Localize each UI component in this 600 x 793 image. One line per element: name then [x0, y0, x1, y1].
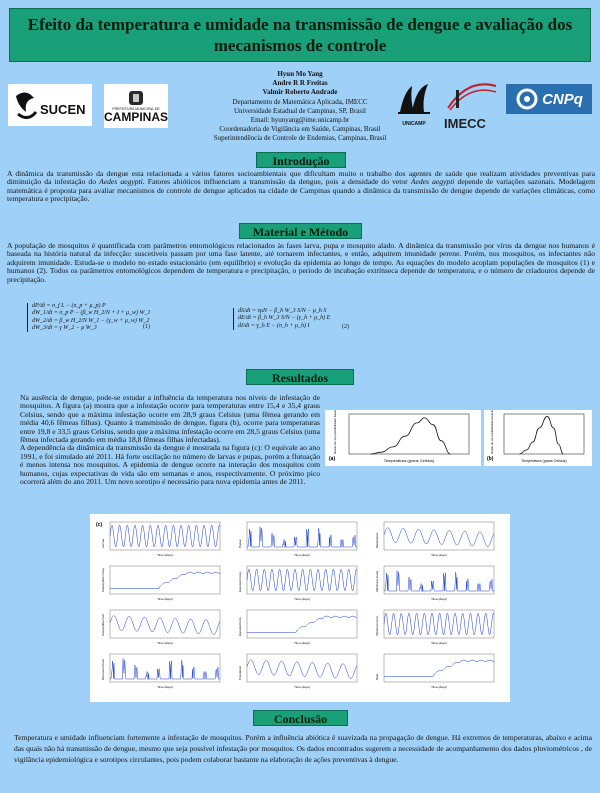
figure-a-panel: [325, 410, 481, 466]
imecc-logo-graphic: [444, 82, 500, 112]
equation-line: dW_3/dt = γ W_2 − μ W_3: [32, 324, 97, 331]
equation-system-2: [233, 308, 383, 330]
subplot-xlabel: Time (days): [431, 685, 447, 689]
results-heading-text: Resultados: [271, 371, 328, 385]
figure-b-curve: [519, 416, 563, 454]
figure-c-label: (c): [96, 522, 103, 528]
author-name: Hyun Mo Yang: [277, 70, 323, 78]
equation-line: dI/dt = γ_h E − (σ_h + μ_h) I: [238, 322, 310, 329]
subplot-series: [110, 659, 220, 680]
conclusion-heading-text: Conclusão: [273, 712, 328, 726]
campinas-logo: [104, 84, 168, 128]
sucen-logo-text: SUCEN: [40, 102, 86, 117]
subplot-xlabel: Time (days): [157, 641, 173, 645]
figure-a-axes: [349, 414, 469, 454]
affiliation: Superintendência de Controle de Endemias, Campinas, Brasil: [213, 134, 387, 143]
imecc-text: IMECC: [444, 116, 486, 131]
subplot-frame: [110, 610, 220, 638]
subplot-series: [247, 527, 357, 548]
figure-a-curve: [371, 418, 451, 454]
subplot-ylabel: Larvae: [101, 538, 105, 548]
subplot-xlabel: Time (days): [294, 597, 310, 601]
conclusion-paragraph: [14, 732, 592, 765]
subplot-ylabel: Recovered hum.: [101, 657, 105, 680]
figure-b-chart: [484, 410, 592, 466]
figure-b-ylabel: Razão de reprodutibilidade basal de dengue (R0): [490, 410, 494, 454]
subplot-xlabel: Time (days): [157, 553, 173, 557]
subplot-series: [384, 660, 494, 676]
poster-title-bar: [9, 8, 591, 62]
equation-system-1: [27, 303, 192, 332]
figure-a-xlabel: Temperatura (graus Celsius): [383, 458, 435, 463]
subplot-xlabel: Time (days): [157, 685, 173, 689]
subplot-series: [247, 616, 357, 632]
subplot-series: [247, 569, 357, 591]
equation-line: dS/dt = νμN − β_h W_3 S/N − μ_h S: [238, 308, 327, 314]
subplot-ylabel: Exposed mosq.: [238, 571, 242, 592]
affiliation: Departamento de Matemática Aplicada, IMECC: [232, 97, 368, 106]
subplot-series: [110, 616, 220, 635]
imecc-logo: [444, 82, 500, 131]
results-heading: [246, 369, 354, 385]
equation-line: dW_1/dt = σ_p P − (β_w H_2/N + I + μ_w) W_1: [32, 310, 151, 317]
equation-line: dW_2/dt = β_w H_2/N W_1 − (γ_w + μ_w) W_2: [32, 317, 150, 324]
figure-a-ylabel: Razão de reprodutibilidade basal de mosquitos (R0): [333, 410, 337, 454]
author-name: Valmir Roberto Andrade: [262, 88, 338, 97]
intro-heading-text: Introdução: [272, 154, 330, 168]
methods-heading-text: Material e Método: [252, 225, 349, 239]
subplot-series: [247, 660, 357, 679]
intro-text-b: . Fatores abióticos influenciam a transmissão da dengue, pois a densidade do vetor: [142, 177, 411, 187]
species-name: Aedes aegypti: [99, 177, 143, 187]
affiliation: Coordenadoria de Vigilância em Saúde, Campinas, Brasil: [219, 125, 381, 134]
figure-a-chart: [325, 410, 481, 466]
sucen-logo-graphic: [8, 84, 92, 126]
conclusion-heading: [253, 710, 348, 726]
subplot-xlabel: Time (days): [157, 597, 173, 601]
subplot-series: [384, 528, 494, 547]
subplot-xlabel: Time (days): [294, 685, 310, 689]
equation-number: (2): [342, 324, 349, 330]
intro-heading: [256, 152, 346, 168]
subplot-frame: [384, 522, 494, 550]
methods-paragraph: [7, 242, 595, 284]
unicamp-text: UNICAMP: [402, 121, 426, 127]
figure-b-label: (b): [487, 456, 494, 462]
subplot-series: [384, 613, 494, 635]
subplot-ylabel: Exposed hum.: [238, 616, 242, 636]
equation-line: dP/dt = σ_f L − (σ_p + μ_p) P: [32, 303, 106, 309]
subplot-ylabel: Susceptible hum.: [101, 612, 105, 636]
species-name: Aedes aegypti: [410, 177, 455, 187]
prefeitura-text: PREFEITURA MUNICIPAL DE: [112, 107, 160, 111]
results-text-block: [20, 394, 320, 486]
subplot-ylabel: Mosquitoes: [375, 532, 379, 548]
results-paragraph-2: A dependência da dinâmica da transmissão da dengue é mostrada na figura (c): O equivale ao ano 1991, e foi simulado até 2011. Há forte oscilação no número de larvas e pupas, porém a flutuação é menos intensa nos mosquitos. A epidemia de dengue ocorre na interação dos mosquitos com humanos, cujas expectativas de vida são em semanas e anos, respectivamente. O próximo pico ocorrerá além do ano 2011. Um novo sorotipo é necessário para nova epidemia antes de 2011.: [20, 443, 320, 487]
subplot-xlabel: Time (days): [294, 641, 310, 645]
subplot-xlabel: Time (days): [431, 641, 447, 645]
subplot-ylabel: Susceptible mosq.: [101, 567, 105, 592]
results-paragraph-1: Na ausência de dengue, pode-se estudar a influência da temperatura nos níveis de infestação de mosquitos. A figura (a) mostra que a infestação ocorre para temperaturas entre 15,4 e 35,4 graus Celsius, sendo que a máxima infestação ocorre em 28,9 graus Celsius (uma fêmea gerando em média 40,6 fêmeas filhas). Quanto à transmissão de dengue, figura (b), ocorre para temperaturas entre 19,8 e 33,5 graus Celsius, sendo que a máxima infestação ocorre em 28,5 graus Celsius (uma fêmea infectada gerando em média 18,8 fêmeas filhas infectadas).: [20, 393, 320, 445]
subplot-frame: [247, 654, 357, 682]
equation-number: (1): [143, 324, 150, 330]
subplot-xlabel: Time (days): [294, 553, 310, 557]
figure-b-panel: [484, 410, 592, 466]
subplot-frame: [247, 610, 357, 638]
subplot-series: [110, 525, 220, 547]
figure-c-panel: [90, 514, 510, 702]
figure-c-chart: [90, 514, 510, 702]
campinas-text: CAMPINAS: [104, 110, 169, 124]
subplot-ylabel: Infectious mosq.: [375, 570, 379, 592]
affiliation: Universidade Estadual de Campinas, SP, Brasil: [233, 106, 366, 115]
author-email: Email: hyunyang@ime.unicamp.br: [250, 116, 350, 125]
subplot-xlabel: Time (days): [431, 553, 447, 557]
conclusion-text: Temperatura e umidade influenciam fortemente a infestação de mosquitos. Porém a influência abiótica é suavizada na propagação de dengue. Há extremos de temperaturas, abaixo e acima das quais não há transmissão de dengue, mesmo que seja possível infestação por mosquitos. Os dados encontrados sugerem a necessidade de acompanhamento dos dados pluviométricos , de vigilância epidemiológica e sorotipos circulantes, pois podem colaborar bastante na elaboração de ações preventivas à dengue.: [14, 733, 592, 764]
subplot-frame: [384, 654, 494, 682]
author-name: Andre R R Freitas: [272, 79, 328, 88]
cnpq-logo: [506, 84, 592, 114]
subplot-xlabel: Time (days): [431, 597, 447, 601]
cnpq-text: CNPq: [542, 90, 583, 108]
subplot-ylabel: Rate: [375, 673, 379, 680]
poster-title: Efeito da temperatura e umidade na transmissão de dengue e avaliação dos mecanismos de controle: [27, 15, 573, 55]
sucen-logo: [8, 84, 92, 126]
figure-a-label: (a): [329, 456, 336, 462]
cnpq-emblem-icon: [515, 88, 539, 110]
subplot-frame: [110, 566, 220, 594]
subplot-series: [384, 571, 494, 592]
intro-text-a: A dinâmica da transmissão da dengue esta relacionada a vários fatores socioambientais que dificultam muito o trabalho dos agentes de saúde que realizam atividades preventivas para diminuição da infestação do: [7, 169, 595, 187]
author-block: [170, 70, 430, 144]
subplot-ylabel: Population: [238, 665, 242, 680]
city-crest-icon: [126, 89, 146, 107]
subplot-ylabel: Pupae: [238, 539, 242, 548]
intro-text-c: depende de variações sazonais. Modelagem matemática é proposta para avaliar mecanismos de controle de dengue aplicados na cidade de Campinas quando a dinâmica da transmissão de dengue depende de variações climáticas, como temperatura e precipitação.: [7, 177, 595, 204]
figure-b-xlabel: Temperatura (graus Celsius): [521, 459, 567, 463]
subplot-ylabel: Infectious hum.: [375, 615, 379, 636]
methods-heading: [239, 223, 362, 239]
intro-paragraph: [7, 170, 595, 204]
subplot-series: [110, 572, 220, 588]
methods-text: A população de mosquitos é quantificada com parâmetros entomológicos relacionados às fases larva, pupa e mosquito alado. A dinâmica da transmissão por vírus da dengue nos humanos é baseada na história natural da infecção: suscetíveis passam por uma fase latente, até tornarem infectantes, e então, adquirem imunidade perene. Porém, nos mosquitos, os infectantes não adquirem imunidade. Estuda-se o modelo no estado estacionário (em equilíbrio) e evolução da epidemia ao longo de tempo. As equações do modelo acoplam populações de mosquitos (1) e humanos (2). Todos os parâmetros entomológicos dependem de temperatura e precipitação, o período de incubação extrínseca depende de temperatura, e o número de criadouros depende de precipitação.: [7, 241, 595, 284]
equation-line: dE/dt = β_h W_3 S/N − (γ_h + μ_h) E: [238, 315, 331, 322]
